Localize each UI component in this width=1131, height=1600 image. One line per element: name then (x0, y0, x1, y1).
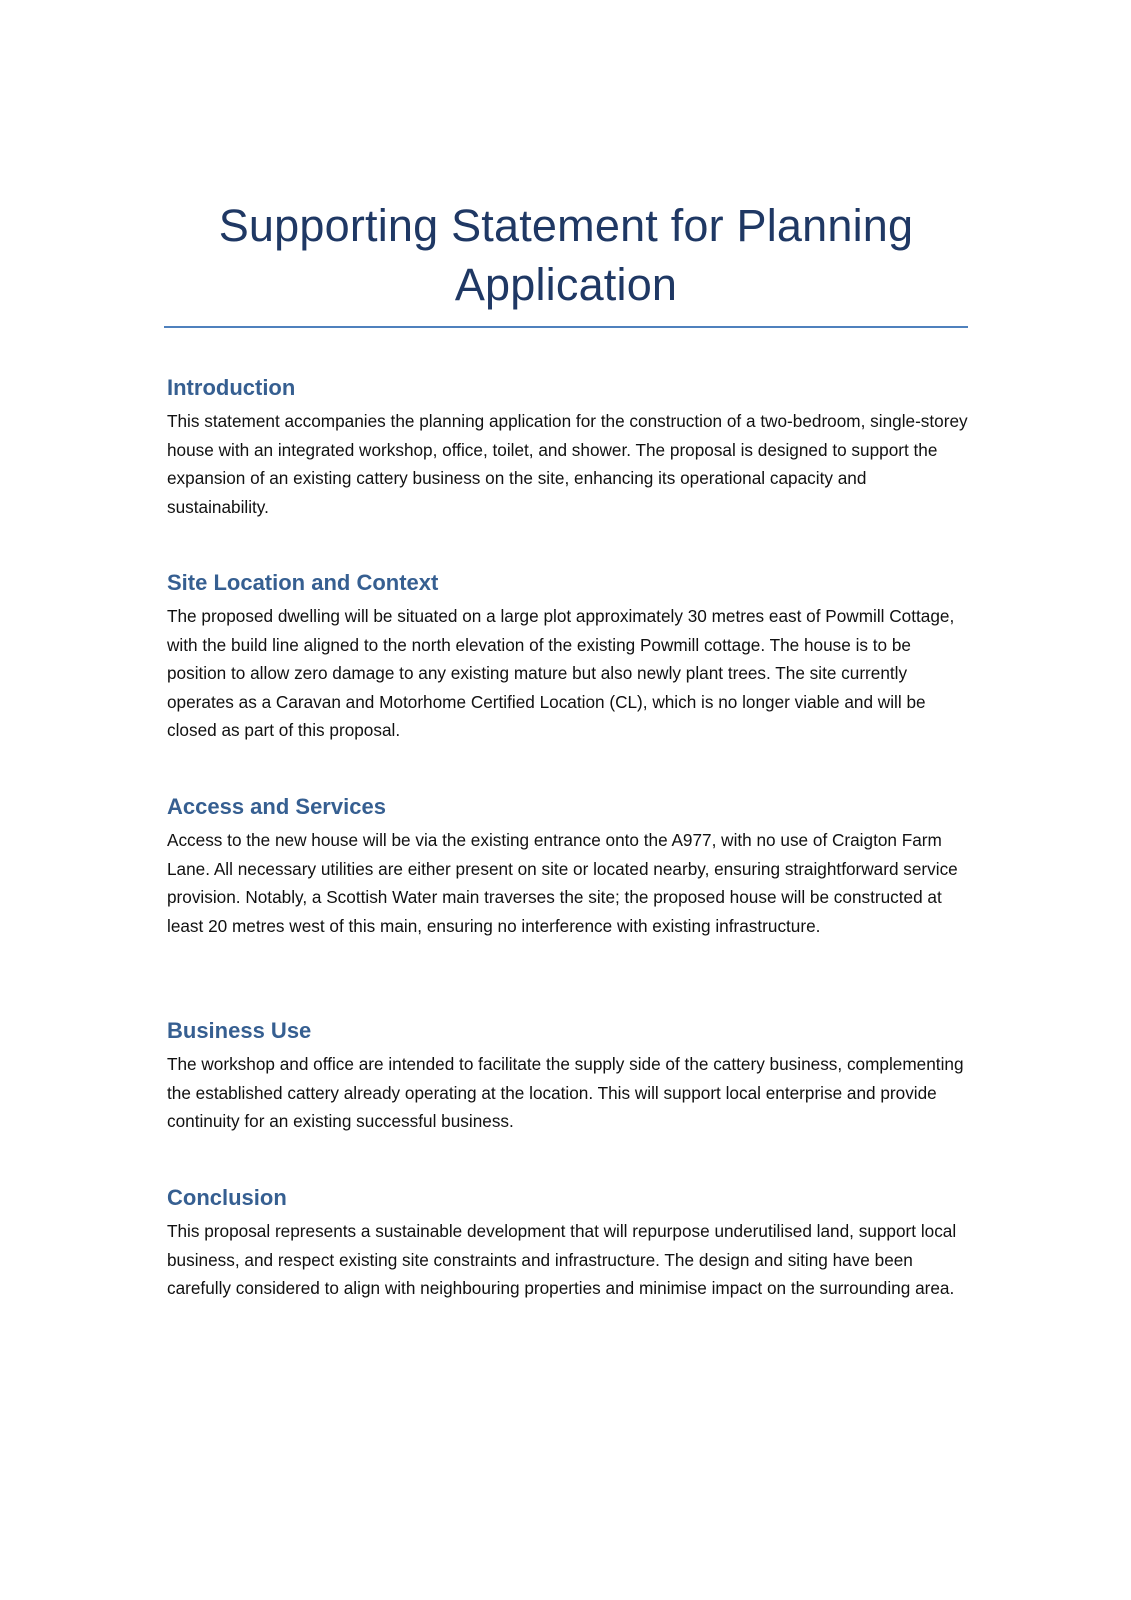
section-heading: Access and Services (167, 794, 386, 819)
section-body: Access to the new house will be via the existing entrance onto the A977, with no use of Craigton Farm Lane. All necessary utilities are either present on site or located nearby, ensuring straightforward service provision. Notably, a Scottish Water main traverses the site; the proposed house will be constructed at least 20 metres west of this main, ensuring no interference with existing infrastructure. (167, 830, 958, 936)
title-divider (164, 326, 968, 328)
section-heading: Conclusion (167, 1185, 287, 1210)
section-body: This proposal represents a sustainable development that will repurpose underutilised land, support local business, and respect existing site constraints and infrastructure. The design and siting have been carefully considered to align with neighbouring properties and minimise impact on the surrounding area. (167, 1221, 957, 1299)
section-access-services (167, 792, 972, 940)
page-title-line-2: Application (454, 259, 678, 310)
section-site-location (167, 568, 972, 745)
section-body: The proposed dwelling will be situated on a large plot approximately 30 metres east of Powmill Cottage, with the build line aligned to the north elevation of the existing Powmill cottage. The house is to be position to allow zero damage to any existing mature but also newly plant trees. The site currently operates as a Caravan and Motorhome Certified Location (CL), which is no longer viable and will be closed as part of this proposal. (167, 606, 955, 741)
section-heading: Introduction (167, 375, 296, 400)
title-block (164, 196, 968, 314)
section-conclusion (167, 1183, 972, 1303)
page-title (164, 196, 968, 314)
section-introduction (167, 373, 972, 521)
section-business-use (167, 1016, 972, 1136)
section-heading: Site Location and Context (167, 570, 439, 595)
section-heading: Business Use (167, 1018, 312, 1043)
section-body: This statement accompanies the planning application for the construction of a two-bedroom, single-storey house with an integrated workshop, office, toilet, and shower. The proposal is designed to support the expansion of an existing cattery business on the site, enhancing its operational capacity and sustainability. (167, 411, 968, 517)
section-body: The workshop and office are intended to facilitate the supply side of the cattery business, complementing the established cattery already operating at the location. This will support local enterprise and provide continuity for an existing successful business. (167, 1054, 964, 1132)
page-title-line-1: Supporting Statement for Planning (218, 200, 914, 251)
